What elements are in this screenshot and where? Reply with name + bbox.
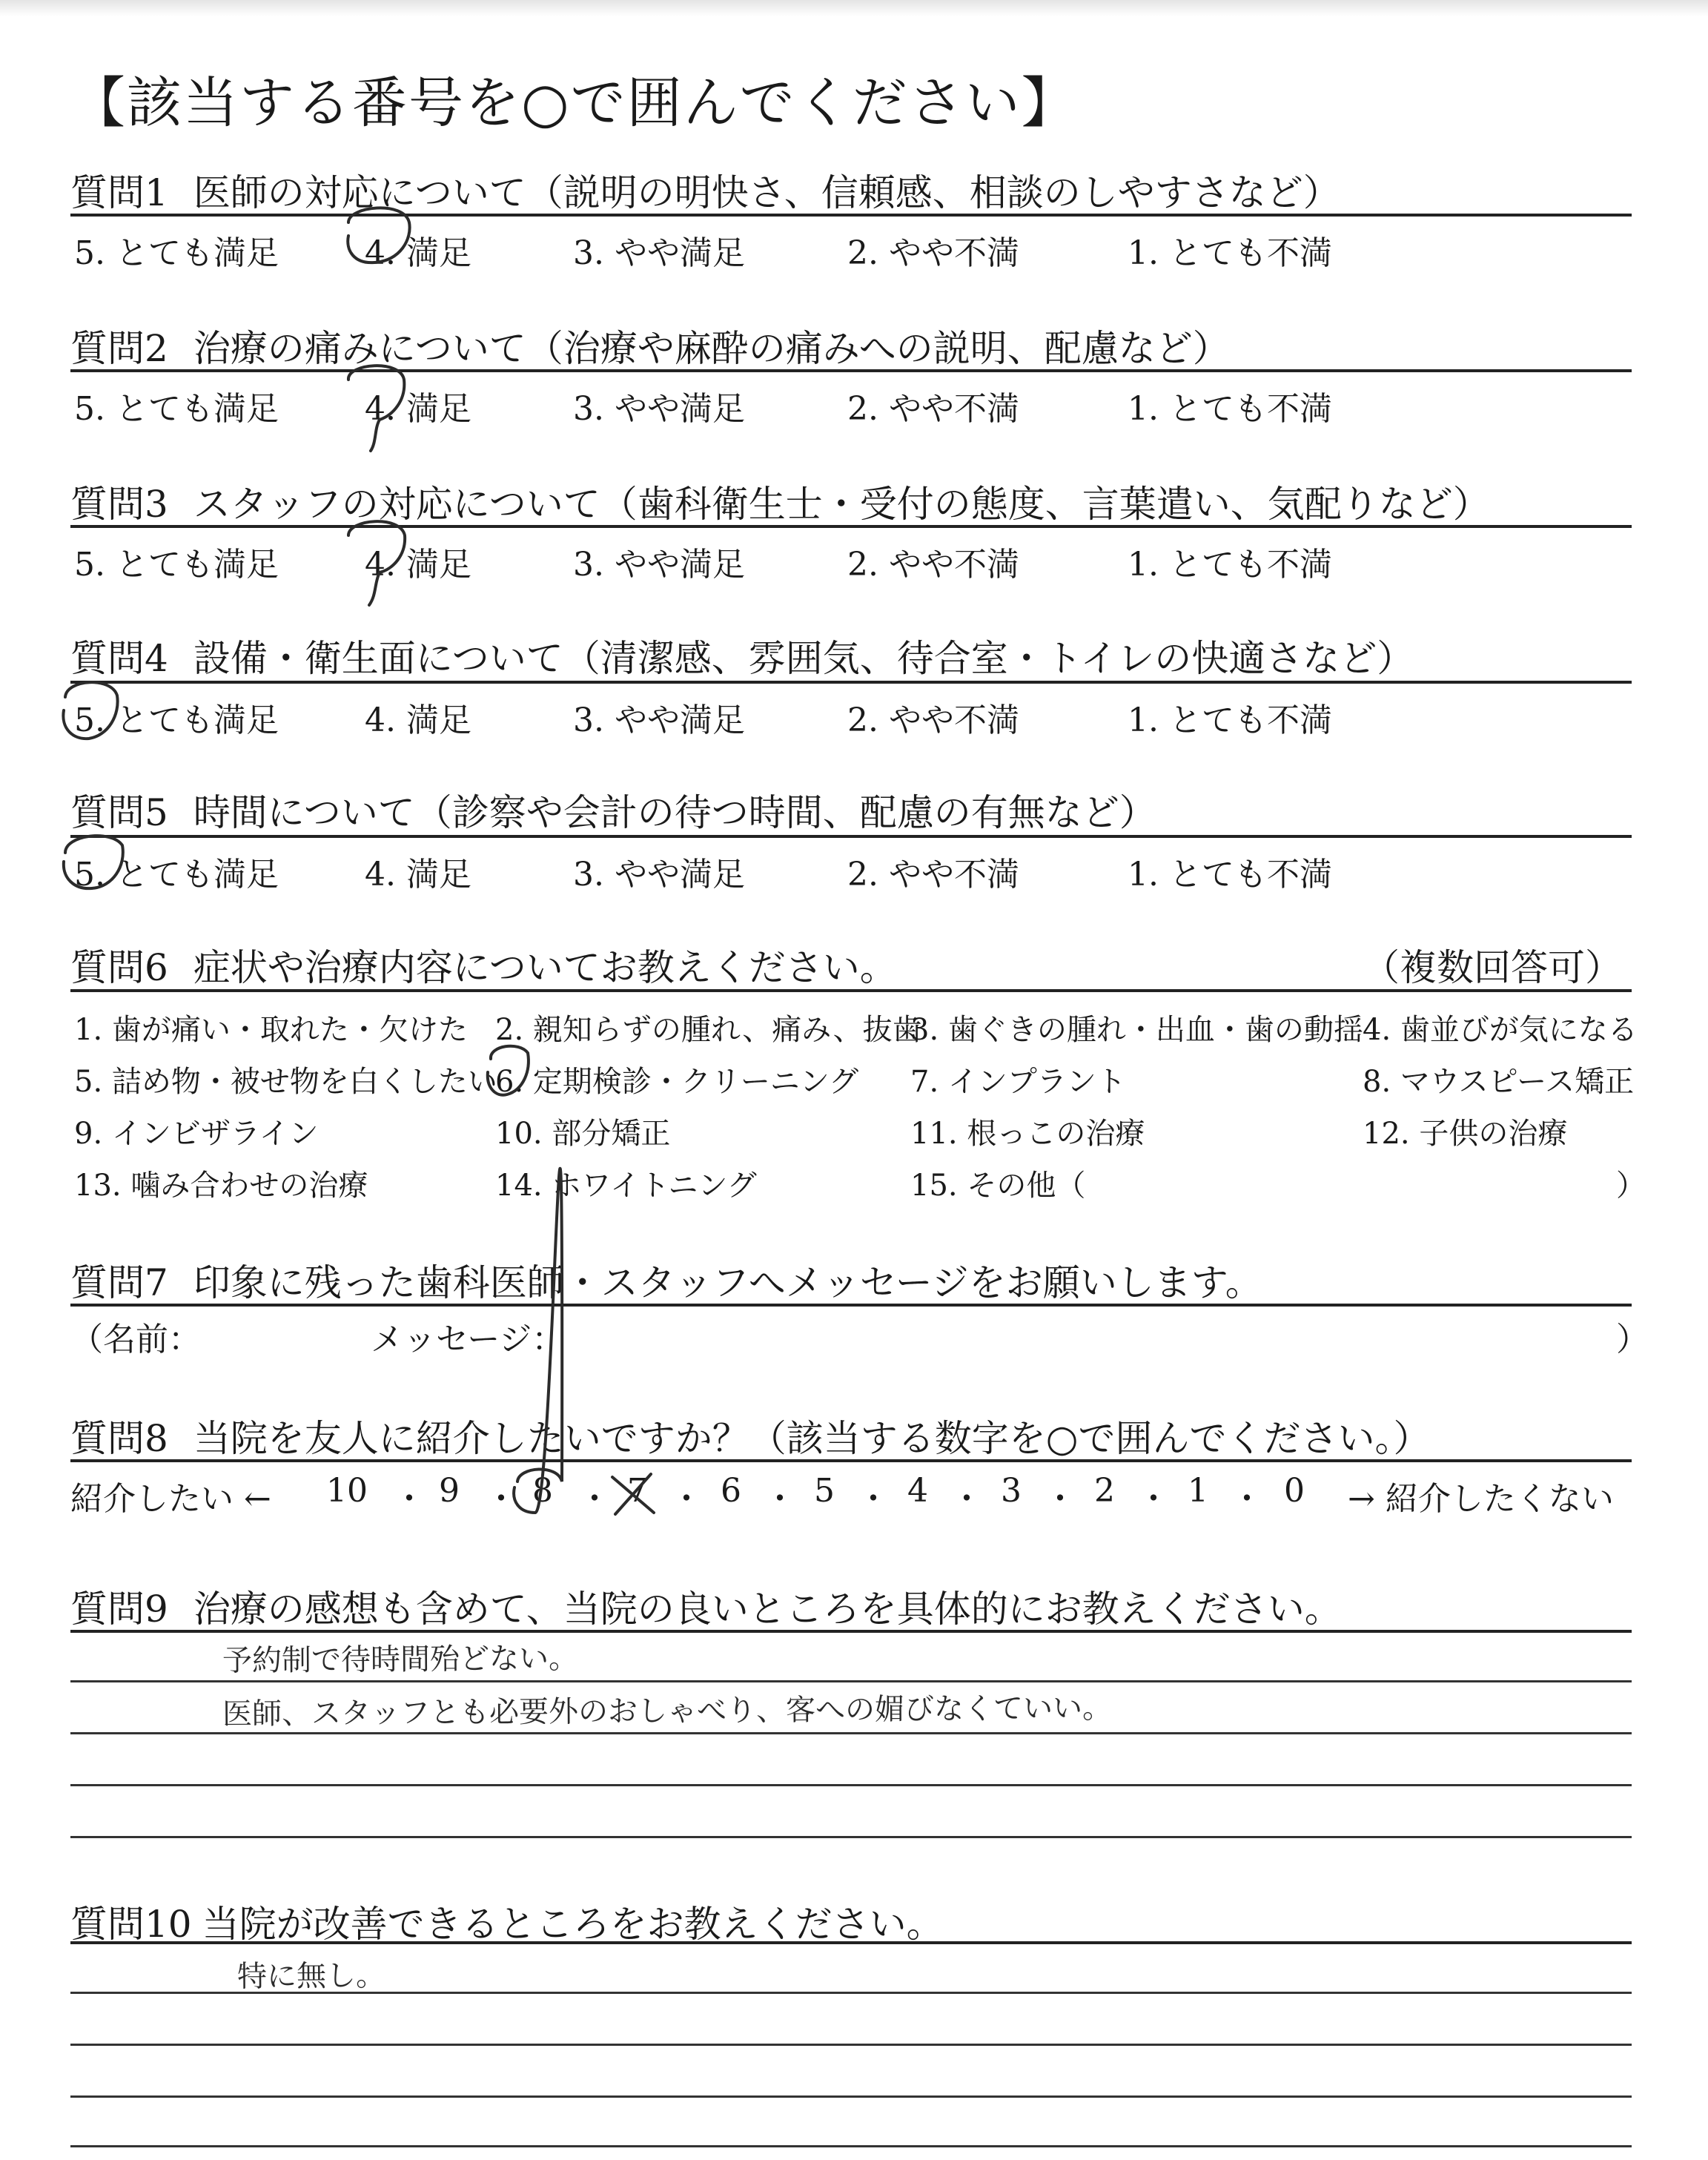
separator: ・ bbox=[950, 1480, 983, 1518]
question-number: 質問1 bbox=[70, 171, 168, 214]
q3-option-2[interactable]: 2. やや不満 bbox=[847, 546, 1019, 584]
separator: ・ bbox=[764, 1480, 796, 1518]
q1-option-3[interactable]: 3. やや満足 bbox=[573, 234, 745, 272]
question-number: 質問2 bbox=[70, 327, 168, 370]
q6-option-7[interactable]: 7. インプラント bbox=[910, 1065, 1126, 1099]
q6-option-3[interactable]: 3. 歯ぐきの腫れ・出血・歯の動揺 bbox=[910, 1013, 1363, 1047]
q2-option-2[interactable]: 2. やや不満 bbox=[847, 390, 1019, 428]
q6-option-12[interactable]: 12. 子供の治療 bbox=[1363, 1117, 1568, 1151]
message-label: メッセージ： bbox=[371, 1321, 565, 1358]
question-number: 質問8 bbox=[70, 1417, 168, 1460]
recommend-left-label: 紹介したい ← bbox=[70, 1480, 271, 1518]
q6-option-2[interactable]: 2. 親知らずの腫れ、痛み、抜歯 bbox=[495, 1013, 922, 1047]
question-text: 時間について（診察や会計の待つ時間、配慮の有無など） bbox=[193, 791, 1156, 834]
q5-option-5[interactable]: 5. とても満足 bbox=[74, 856, 279, 894]
separator: ・ bbox=[857, 1480, 890, 1518]
question-number: 質問5 bbox=[70, 791, 168, 834]
q3-answer-circle-mark bbox=[348, 521, 405, 605]
question-text: 設備・衛生面について（清潔感、雰囲気、待合室・トイレの快適さなど） bbox=[193, 637, 1414, 680]
q2-answer-circle-mark bbox=[348, 366, 404, 451]
q4-option-2[interactable]: 2. やや不満 bbox=[847, 701, 1019, 739]
q2-option-5[interactable]: 5. とても満足 bbox=[74, 390, 279, 428]
question-text: 症状や治療内容についてお教えください。 bbox=[193, 946, 897, 989]
separator: ・ bbox=[1044, 1480, 1076, 1518]
q4-option-5[interactable]: 5. とても満足 bbox=[74, 701, 279, 739]
separator: ・ bbox=[1231, 1480, 1263, 1518]
q6-option-6[interactable]: 6. 定期検診・クリーニング bbox=[495, 1065, 859, 1099]
q5-option-2[interactable]: 2. やや不満 bbox=[847, 856, 1019, 894]
name-label: （名前： bbox=[70, 1321, 201, 1358]
separator: ・ bbox=[485, 1480, 517, 1518]
question-text: 治療の感想も含めて、当院の良いところを具体的にお教えください。 bbox=[193, 1588, 1342, 1631]
q6-option-9[interactable]: 9. インビザライン bbox=[74, 1117, 319, 1151]
q6-option-4[interactable]: 4. 歯並びが気になる bbox=[1363, 1013, 1638, 1047]
q4-option-1[interactable]: 1. とても不満 bbox=[1128, 701, 1332, 739]
page-heading: 【該当する番号を○で囲んでください】 bbox=[70, 71, 1078, 135]
recommend-score-5[interactable]: 5 bbox=[814, 1472, 835, 1510]
q1-option-1[interactable]: 1. とても不満 bbox=[1128, 234, 1332, 272]
q3-option-4[interactable]: 4. 満足 bbox=[365, 546, 471, 584]
recommend-score-10[interactable]: 10 bbox=[326, 1472, 368, 1510]
q6-option-14[interactable]: 14. ホワイトニング bbox=[495, 1169, 757, 1203]
q6-option-11[interactable]: 11. 根っこの治療 bbox=[910, 1117, 1145, 1151]
q5-option-1[interactable]: 1. とても不満 bbox=[1128, 856, 1332, 894]
q5-answer-circle-mark bbox=[64, 836, 123, 888]
recommend-score-0[interactable]: 0 bbox=[1284, 1472, 1305, 1510]
q2-option-1[interactable]: 1. とても不満 bbox=[1128, 390, 1332, 428]
recommend-score-9[interactable]: 9 bbox=[439, 1472, 460, 1510]
q2-option-3[interactable]: 3. やや満足 bbox=[573, 390, 745, 428]
q8-answer-circle-mark bbox=[514, 1169, 562, 1513]
question-text: スタッフの対応について（歯科衛生士・受付の態度、言葉遣い、気配りなど） bbox=[193, 483, 1490, 526]
q6-option-13[interactable]: 13. 噛み合わせの治療 bbox=[74, 1169, 368, 1203]
recommend-score-3[interactable]: 3 bbox=[1001, 1472, 1022, 1510]
q6-option-10[interactable]: 10. 部分矯正 bbox=[495, 1117, 671, 1151]
question-number: 質問7 bbox=[70, 1261, 168, 1304]
question-text: 当院が改善できるところをお教えください。 bbox=[202, 1903, 944, 1946]
q4-answer-circle-mark bbox=[63, 682, 117, 739]
multiple-answers-note: （複数回答可） bbox=[1363, 946, 1622, 989]
question-number: 質問9 bbox=[70, 1588, 168, 1631]
separator: ・ bbox=[393, 1480, 426, 1518]
question-text: 治療の痛みについて（治療や麻酔の痛みへの説明、配慮など） bbox=[193, 327, 1230, 370]
q8-crossout-mark bbox=[612, 1474, 654, 1514]
q6-option-5[interactable]: 5. 詰め物・被せ物を白くしたい bbox=[74, 1065, 497, 1099]
recommend-score-6[interactable]: 6 bbox=[721, 1472, 741, 1510]
q6-option-8[interactable]: 8. マウスピース矯正 bbox=[1363, 1065, 1635, 1099]
q4-option-4[interactable]: 4. 満足 bbox=[365, 701, 471, 739]
question-text: 当院を友人に紹介したいですか？（該当する数字を○で囲んでください。） bbox=[193, 1417, 1431, 1460]
question-text: 印象に残った歯科医師・スタッフへメッセージをお願いします。 bbox=[193, 1261, 1262, 1304]
separator: ・ bbox=[578, 1480, 611, 1518]
handwritten-answer-line: 予約制で待時間殆どない。 bbox=[222, 1641, 579, 1678]
recommend-score-7[interactable]: 7 bbox=[627, 1472, 648, 1510]
q5-option-4[interactable]: 4. 満足 bbox=[365, 856, 471, 894]
q1-option-5[interactable]: 5. とても満足 bbox=[74, 234, 279, 272]
q5-option-3[interactable]: 3. やや満足 bbox=[573, 856, 745, 894]
q1-option-4[interactable]: 4. 満足 bbox=[365, 234, 471, 272]
q6-answer-circle-mark bbox=[488, 1046, 529, 1095]
question-number: 質問3 bbox=[70, 483, 168, 526]
q1-answer-circle-mark bbox=[348, 208, 409, 262]
recommend-score-8[interactable]: 8 bbox=[532, 1472, 553, 1510]
question-number: 質問4 bbox=[70, 637, 168, 680]
recommend-score-2[interactable]: 2 bbox=[1094, 1472, 1115, 1510]
q6-option-1[interactable]: 1. 歯が痛い・取れた・欠けた bbox=[74, 1013, 468, 1047]
question-number: 質問10 bbox=[70, 1903, 192, 1946]
q6-option-15-close: ） bbox=[1616, 1169, 1646, 1203]
message-close: ） bbox=[1616, 1321, 1649, 1358]
q2-option-4[interactable]: 4. 満足 bbox=[365, 390, 471, 428]
q3-option-1[interactable]: 1. とても不満 bbox=[1128, 546, 1332, 584]
q1-option-2[interactable]: 2. やや不満 bbox=[847, 234, 1019, 272]
q4-option-3[interactable]: 3. やや満足 bbox=[573, 701, 745, 739]
question-number: 質問6 bbox=[70, 946, 168, 989]
handwritten-answer-line: 特に無し。 bbox=[236, 1958, 386, 1994]
q3-option-3[interactable]: 3. やや満足 bbox=[573, 546, 745, 584]
handwritten-answer-line: 医師、スタッフとも必要外のおしゃべり、客への媚びなくていい。 bbox=[222, 1691, 1113, 1731]
q3-option-5[interactable]: 5. とても満足 bbox=[74, 546, 279, 584]
separator: ・ bbox=[670, 1480, 703, 1518]
recommend-score-4[interactable]: 4 bbox=[907, 1472, 928, 1510]
question-text: 医師の対応について（説明の明快さ、信頼感、相談のしやすさなど） bbox=[193, 171, 1340, 214]
recommend-right-label: → 紹介したくない bbox=[1348, 1480, 1614, 1518]
separator: ・ bbox=[1137, 1480, 1170, 1518]
q6-option-15[interactable]: 15. その他（ bbox=[910, 1169, 1086, 1203]
recommend-score-1[interactable]: 1 bbox=[1188, 1472, 1208, 1510]
